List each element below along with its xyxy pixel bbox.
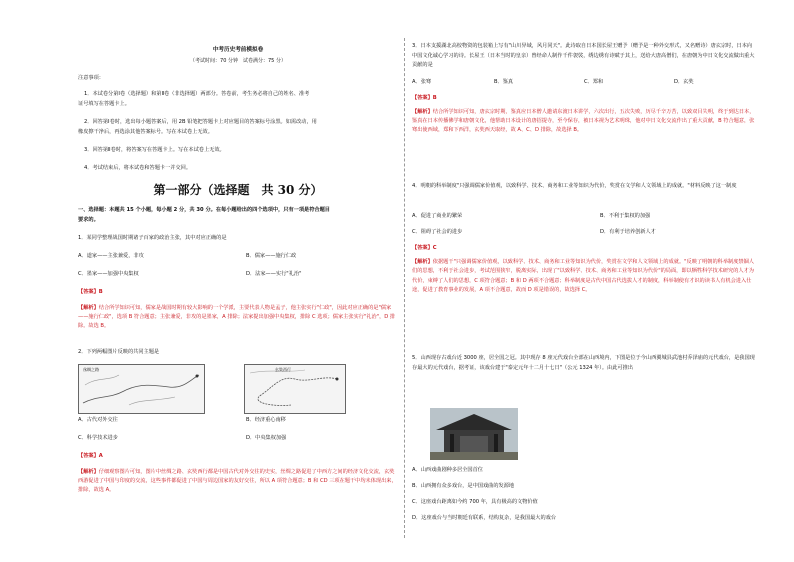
q1-explanation-label: 【解析】 [78, 305, 99, 311]
q2-option-a: A．古代对外交往 [78, 417, 118, 423]
yuan-stage-drawing [430, 408, 518, 460]
q1-option-c: C．墨家——加强中央集权 [78, 271, 139, 277]
q2-option-b: B．经济重心南移 [246, 417, 286, 423]
xuanzang-route-map-image [244, 364, 346, 414]
q5-option-d: D．这座戏台与当时朝廷有联系，结构复杂，是我国最大的戏台 [412, 515, 557, 521]
q1-explanation-text: 结合所学知识可知，儒家是战国时期有较大影响的一个学派，主要代表人物是孟子，他主张实行"仁政"，因此对应正确的是"儒家——施行仁政"，选项 B 符合题意；主张兼爱，非攻的是墨家，A 排除；法家提出加强中央集权，排除 C 选项；儒家主张实行"礼治"，D 排除。故选 B。 [78, 305, 396, 329]
notice-4: 4．考试结束后，将本试卷和答题卡一并交回。 [84, 165, 192, 171]
q4-stem: 4．明朝的科举制度"只强调儒家价值观，以致科学、技术、商务和工业等知识为代价，奖赏在文学和人文领域上的成就。"材料反映了这一制度 [412, 183, 737, 189]
q4-explanation-text: 依据题干"只强调儒家价值观，以致科学、技术、商务和工业等知识为代价，奖赏在文学和人文领域上的成就。"反映了明朝的科举制度禁锢人们的思想，不利于社会进步，考试范围狭窄，脱离实际，出现了"以致科学、技术、商务和工业等知识为代价"的局面，即以牺牲科学技术研究的人才为代价，束缚了人们的思想，C 项符合题意；B 和 D 两项不合题意；科举制度是古代中国古代选拔人才的制度，科举制使有才识的读书人有机会进入仕途，促进了教育事业的发展，A 项不合题意，故而 D 项是错误的，故选择 C。 [412, 259, 754, 293]
q1-option-b: B．儒家——施行仁政 [246, 253, 297, 259]
q2-stem: 2．下列两幅图片反映的共同主题是 [78, 349, 160, 355]
q2-explanation-text: 仔细观察图片可知，图片中丝绸之路、玄奘西行都是中国古代对外交往的史实，丝绸之路促进了中西方之间的经济文化交流，玄奘西游促进了中国与印度的交流，这些事件都促进了中国与周边国家的友好交往，所以 A 项符合题意；B 和 CD 三项在题干中均未体现出来，排除，故选 A。 [78, 469, 397, 493]
notice-3: 3．回答第Ⅱ卷时，将答案写在答题卡上。写在本试卷上无效。 [84, 147, 225, 153]
yuan-stage-photo [430, 408, 518, 460]
silk-road-map-drawing [79, 365, 204, 413]
q1-stem: 1．某同学整理战国时期诸子百家的政治主张，其中对应正确的是 [78, 235, 227, 241]
silk-road-map-caption: 丝绸之路 [83, 367, 99, 372]
q2-explanation-label: 【解析】 [78, 469, 99, 475]
part-title: 第一部分（选择题 共 30 分） [153, 183, 323, 197]
xuanzang-route-map-drawing [245, 365, 345, 413]
silk-road-map-image [78, 364, 205, 414]
q3-explanation-text: 结合所学知识可知，唐玄宗时期，鉴真应日本僧人邀请东渡日本讲学，六次出行，五次失败，历尽千辛万苦，以致双目失明，终于到达日本，鉴真在日本传播佛学和唐朝文化，他帮助日本设计的唐招提寺，至今保存，被日本视为艺术明珠，他对中日文化交流作出了重大贡献，B 符合题意，张骞出使西域，郑和下西洋，玄奘西天取经，故 A、C、D 排除，故选择 B。 [412, 109, 755, 133]
notice-title: 注意事项： [78, 75, 104, 81]
q3-option-d: D．玄奘 [674, 79, 694, 85]
q5-stem: 5．山西现存古戏台近 3000 座，居全国之冠。其中现存 8 座元代戏台全部在山西境内，下图是位于今山西翼城县武池村乔泽庙的元代戏台，是我国现存最大的元代戏台，据考证，该戏台建于"泰定元年十二月十七日"（公元 1324 年）。由此可推出 [412, 355, 755, 371]
q4-option-b: B．不利于集权的加强 [600, 213, 651, 219]
q5-option-a: A．山西戏曲剧种多居全国首位 [412, 467, 483, 473]
q4-explanation-label: 【解析】 [412, 259, 433, 265]
section-intro: 一、选择题：本题共 15 个小题，每小题 2 分，共 30 分。在每小题给出的四个选项中，只有一项是符合题目 [78, 207, 330, 213]
q2-answer: 【答案】A [78, 453, 103, 459]
column-divider [404, 38, 405, 538]
q4-answer: 【答案】C [412, 245, 437, 251]
q4-explanation [412, 258, 757, 295]
q3-answer: 【答案】B [412, 95, 437, 101]
q1-answer: 【答案】B [78, 289, 103, 295]
q5-option-c: C．这座戏台距离如今约 700 年，具有极高的文物价值 [412, 499, 538, 505]
q1-explanation [78, 304, 398, 331]
q3-explanation [412, 108, 757, 135]
q3-explanation-label: 【解析】 [412, 109, 433, 115]
exam-title: 中考历史考前模拟卷 [212, 47, 264, 53]
section-intro-cont: 要求的。 [78, 217, 99, 223]
q3-option-c: C．郑和 [584, 79, 604, 85]
q3-option-b: B．鉴真 [494, 79, 514, 85]
notice-1-cont: 证号填写在答题卡上。 [78, 101, 130, 107]
q1-option-d: D．法家——实行"礼治" [246, 271, 302, 277]
q4-option-c: C．阻碍了社会的进步 [412, 229, 463, 235]
q5-option-b: B．山西拥有众多戏台，是中国戏曲的发源地 [412, 483, 515, 489]
xuanzang-map-caption: 玄奘西行 [275, 367, 291, 372]
q4-option-a: A．促进了商业的繁荣 [412, 213, 463, 219]
notice-1: 1．本试卷分第Ⅰ卷（选择题）和第Ⅱ卷（非选择题）两部分。答卷前，考生务必将自己的姓名、准考 [84, 91, 310, 97]
q3-option-a: A．张骞 [412, 79, 432, 85]
q2-explanation [78, 468, 398, 495]
q3-stem: 3．日本支援湖北高校物资的包装箱上写有"山川异域，风月同天"。此诗取自日本国长屋王赠予（赠予是一种外交形式，又名赠诗）唐玄宗时，日本向中国文化诚心学习的诗。长屋王（日本当时的皇亲）曾经命人制作千件袈裟，绣边绣有诗赋于其上，送给大唐高僧们，在唐朝为中日文化交流做出重大贡献的是 [412, 43, 755, 68]
q2-option-c: C．科学技术进步 [78, 435, 118, 441]
q2-option-d: D．中央集权加强 [246, 435, 287, 441]
notice-2-cont: 橡皮擦干净后，再选涂其他答案标号。写在本试卷上无效。 [78, 129, 213, 135]
notice-2: 2．回答第Ⅰ卷时，选出每小题答案后，用 2B 铅笔把答题卡上对应题目的答案标号涂黑。如需改动，用 [84, 119, 317, 125]
q1-option-a: A．道家——主张兼爱，非攻 [78, 253, 144, 259]
q4-option-d: D．有利于培养创新人才 [600, 229, 656, 235]
exam-subtitle: （考试时间：70 分钟 试卷满分：75 分） [190, 58, 286, 64]
